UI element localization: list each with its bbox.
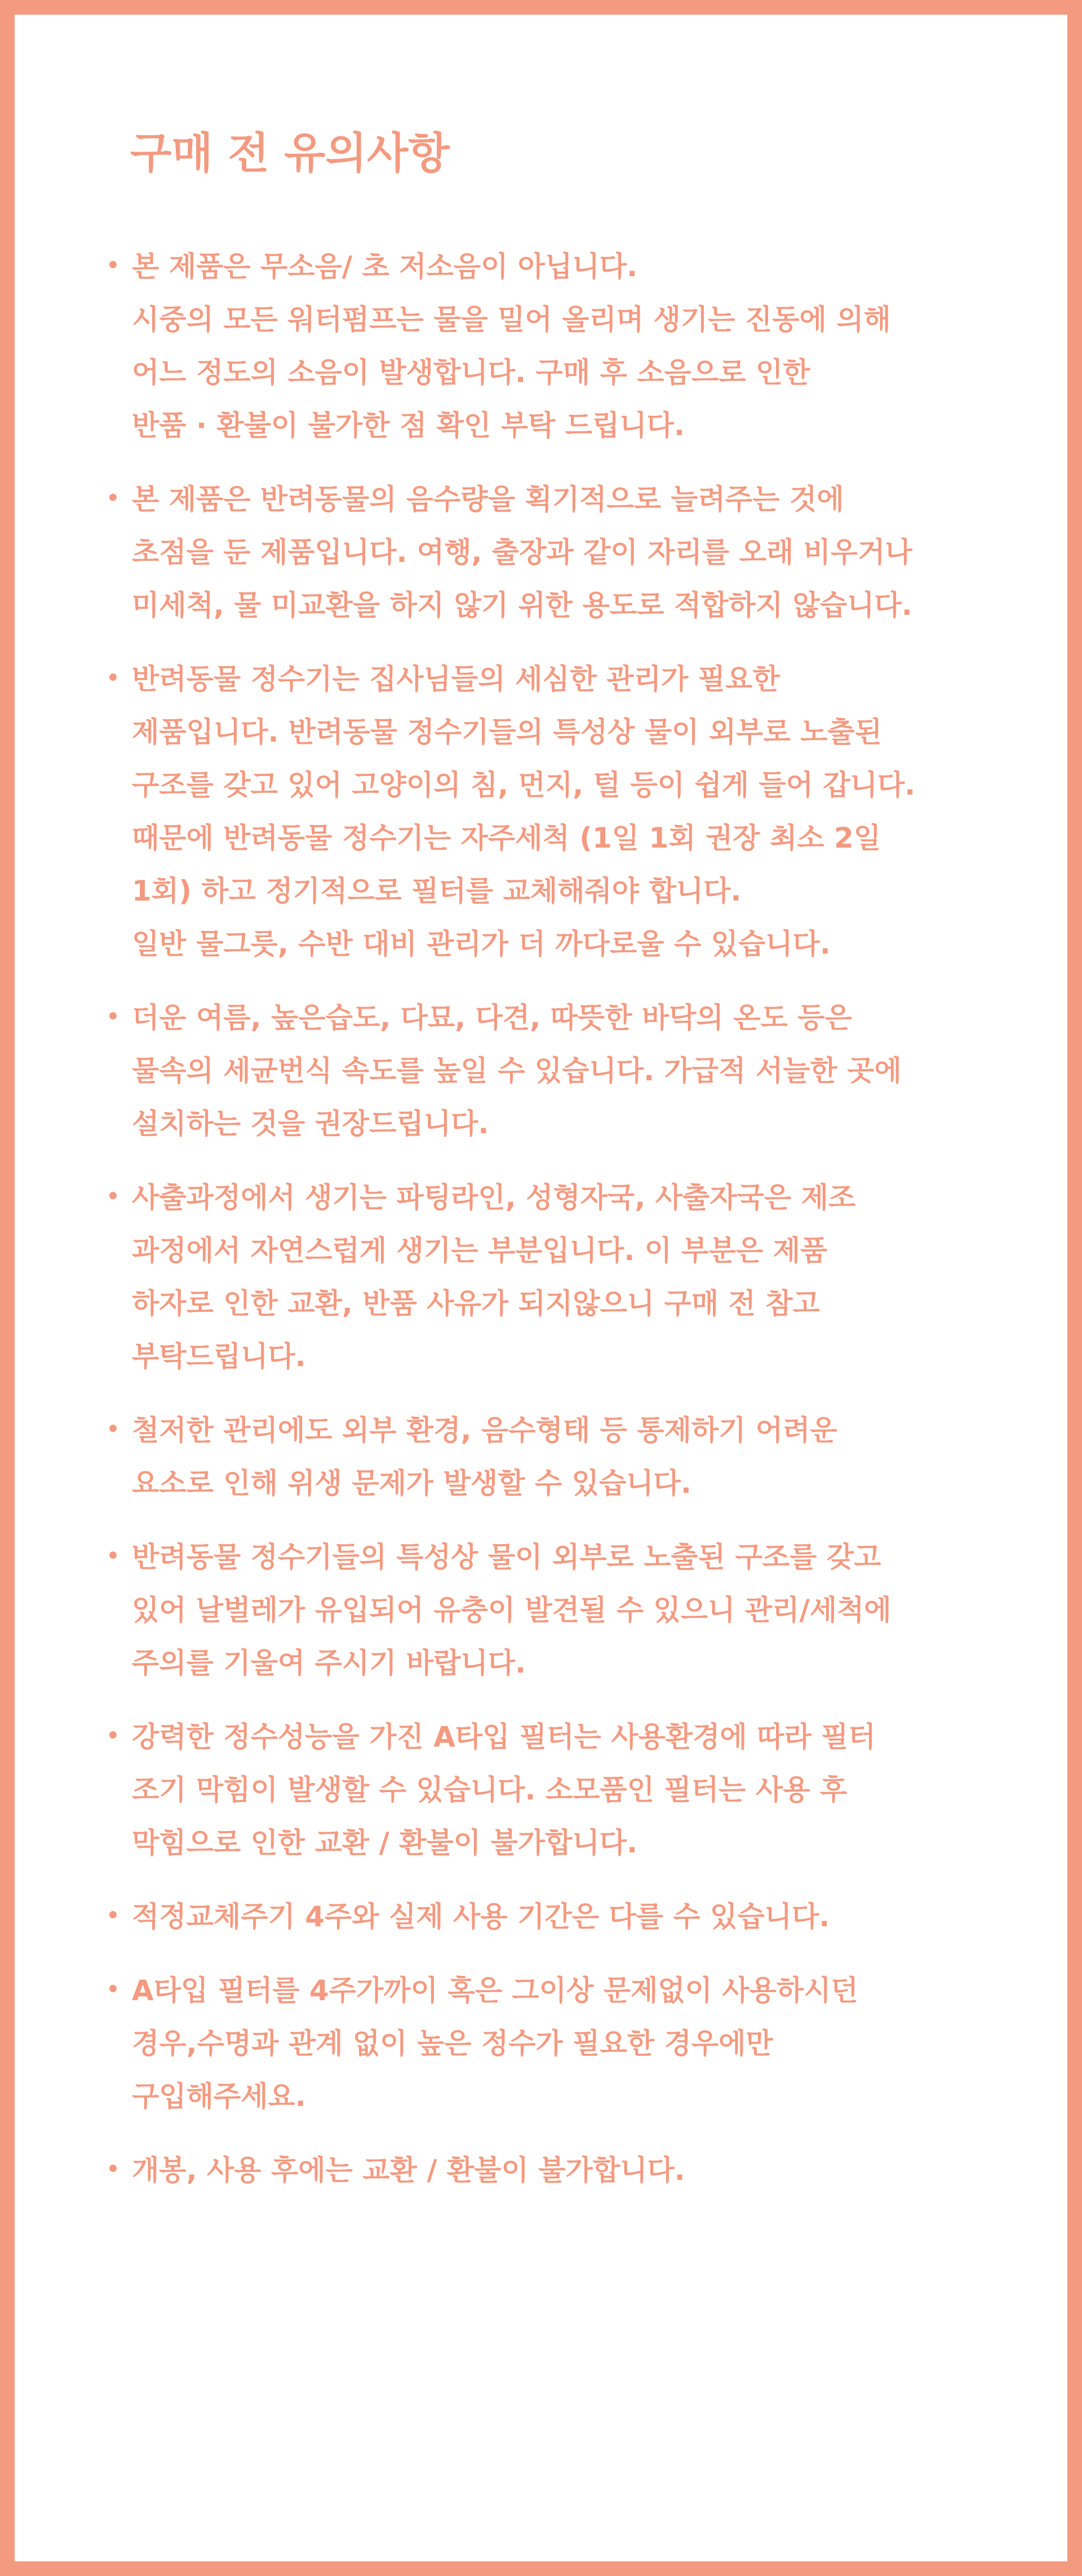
- notice-line: 사출과정에서 생기는 파팅라인, 성형자국, 사출자국은 제조: [132, 1181, 856, 1214]
- notice-line: 적정교체주기 4주와 실제 사용 기간은 다를 수 있습니다.: [132, 1900, 830, 1933]
- notice-line: 개봉, 사용 후에는 교환 / 환불이 불가합니다.: [132, 2154, 685, 2187]
- notice-item: [99, 473, 1012, 632]
- notice-line: 본 제품은 무소음/ 초 저소음이 아닙니다.: [132, 250, 638, 283]
- bullet-dot-icon: [109, 494, 117, 501]
- notice-list: [99, 240, 1012, 2197]
- notice-item: [99, 1710, 1012, 1869]
- notice-line: 반품 · 환불이 불가한 점 확인 부탁 드립니다.: [132, 409, 685, 442]
- page-title: 구매 전 유의사항: [130, 128, 450, 178]
- notice-line: 부탁드립니다.: [132, 1340, 306, 1373]
- notice-line: 초점을 둔 제품입니다. 여행, 출장과 같이 자리를 오래 비우거나: [132, 536, 912, 569]
- notice-line: 막힘으로 인한 교환 / 환불이 불가합니다.: [132, 1826, 638, 1859]
- notice-line: 어느 정도의 소음이 발생합니다. 구매 후 소음으로 인한: [132, 356, 810, 389]
- notice-item: [99, 1171, 1012, 1383]
- notice-item: [99, 1404, 1012, 1510]
- notice-line: 때문에 반려동물 정수기는 자주세척 (1일 1회 권장 최소 2일: [132, 822, 881, 854]
- notice-line: 구입해주세요.: [132, 2080, 306, 2113]
- bullet-dot-icon: [109, 2165, 117, 2172]
- notice-line: 있어 날벌레가 유입되어 유충이 발견될 수 있으니 관리/세척에: [132, 1594, 892, 1626]
- bullet-dot-icon: [109, 1551, 117, 1559]
- notice-item: [99, 1531, 1012, 1690]
- notice-line: 일반 물그릇, 수반 대비 관리가 더 까다로울 수 있습니다.: [132, 928, 831, 960]
- bullet-dot-icon: [109, 1731, 117, 1739]
- notice-line: 설치하는 것을 권장드립니다.: [132, 1107, 489, 1140]
- bullet-dot-icon: [109, 1985, 117, 1992]
- notice-line: 제품입니다. 반려동물 정수기들의 특성상 물이 외부로 노출된: [132, 716, 882, 748]
- notice-line: 강력한 정수성능을 가진 A타입 필터는 사용환경에 따라 필터: [132, 1721, 876, 1753]
- notice-line: 더운 여름, 높은습도, 다묘, 다견, 따뜻한 바닥의 온도 등은: [132, 1001, 852, 1034]
- notice-line: 미세척, 물 미교환을 하지 않기 위한 용도로 적합하지 않습니다.: [132, 589, 912, 622]
- bullet-dot-icon: [109, 673, 117, 681]
- notice-line: 하자로 인한 교환, 반품 사유가 되지않으니 구매 전 참고: [132, 1287, 820, 1320]
- notice-line: 철저한 관리에도 외부 환경, 음수형태 등 통제하기 어려운: [132, 1414, 837, 1447]
- notice-item: [99, 1964, 1012, 2123]
- notice-line: 조기 막힘이 발생할 수 있습니다. 소모품인 필터는 사용 후: [132, 1774, 848, 1806]
- bullet-dot-icon: [109, 261, 117, 268]
- notice-line: 1회) 하고 정기적으로 필터를 교체해줘야 합니다.: [132, 875, 742, 907]
- bullet-dot-icon: [109, 1911, 117, 1918]
- notice-line: A타입 필터를 4주가까이 혹은 그이상 문제없이 사용하시던: [132, 1974, 858, 2007]
- notice-line: 구조를 갖고 있어 고양이의 침, 먼지, 털 등이 쉽게 들어 갑니다.: [132, 769, 916, 801]
- notice-line: 과정에서 자연스럽게 생기는 부분입니다. 이 부분은 제품: [132, 1234, 828, 1267]
- notice-line: 주의를 기울여 주시기 바랍니다.: [132, 1647, 526, 1679]
- notice-line: 반려동물 정수기들의 특성상 물이 외부로 노출된 구조를 갖고: [132, 1541, 881, 1573]
- notice-item: [99, 653, 1012, 970]
- notice-item: [99, 1890, 1012, 1943]
- bullet-dot-icon: [109, 1192, 117, 1199]
- notice-item: [99, 991, 1012, 1150]
- notice-line: 본 제품은 반려동물의 음수량을 획기적으로 늘려주는 것에: [132, 483, 844, 516]
- notice-line: 요소로 인해 위생 문제가 발생할 수 있습니다.: [132, 1467, 691, 1500]
- notice-item: [99, 2144, 1012, 2197]
- notice-item: [99, 240, 1012, 452]
- notice-line: 경우,수명과 관계 없이 높은 정수가 필요한 경우에만: [132, 2027, 773, 2060]
- bullet-dot-icon: [109, 1012, 117, 1019]
- notice-line: 반려동물 정수기는 집사님들의 세심한 관리가 필요한: [132, 663, 780, 695]
- notice-line: 물속의 세균번식 속도를 높일 수 있습니다. 가급적 서늘한 곳에: [132, 1054, 902, 1087]
- bullet-dot-icon: [109, 1425, 117, 1432]
- notice-line: 시중의 모든 워터펌프는 물을 밀어 올리며 생기는 진동에 의해: [132, 303, 891, 336]
